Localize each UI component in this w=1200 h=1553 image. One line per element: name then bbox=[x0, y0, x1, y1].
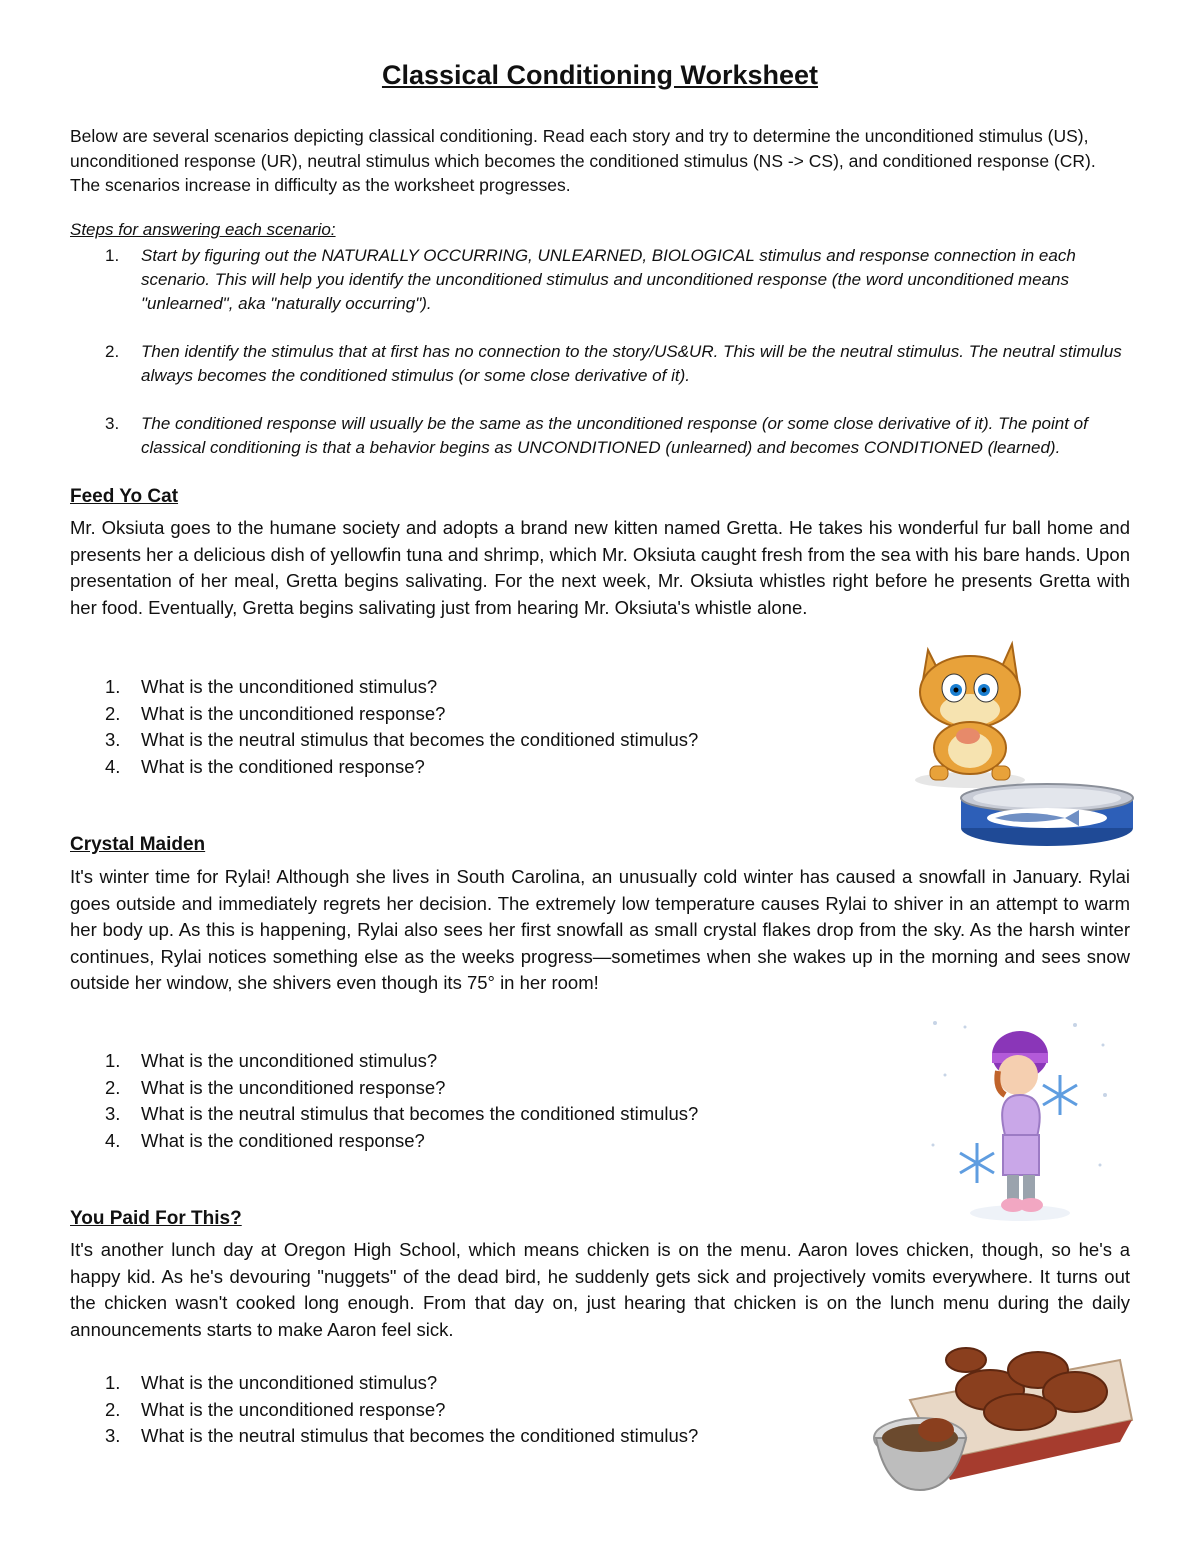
question-text: What is the unconditioned stimulus? bbox=[141, 676, 438, 697]
question-item bbox=[70, 674, 830, 701]
step-number: 3. bbox=[105, 414, 120, 433]
question-number: 3. bbox=[105, 1425, 121, 1446]
step-text: Start by figuring out the NATURALLY OCCURRING, UNLEARNED, BIOLOGICAL stimulus and response connection in each scenario. This will help you identify the unconditioned stimulus and unconditioned response (the word unconditioned means "unlearned", aka "naturally occurring"). bbox=[141, 246, 1076, 313]
step-item bbox=[70, 412, 1130, 460]
question-number: 4. bbox=[105, 1129, 121, 1151]
question-number: 4. bbox=[105, 755, 121, 777]
cat-illustration bbox=[900, 630, 1040, 790]
question-text: What is the unconditioned response? bbox=[141, 1398, 446, 1420]
question-list-you-paid-for-this bbox=[70, 1370, 830, 1450]
question-item bbox=[70, 1397, 830, 1424]
question-text: What is the unconditioned response? bbox=[141, 1076, 446, 1098]
question-number: 1. bbox=[105, 1050, 121, 1071]
question-text: What is the unconditioned response? bbox=[141, 702, 446, 724]
question-number: 2. bbox=[105, 1076, 121, 1098]
question-text: What is the unconditioned stimulus? bbox=[141, 1372, 438, 1393]
question-item bbox=[70, 727, 830, 754]
question-item bbox=[70, 1423, 830, 1450]
step-text: Then identify the stimulus that at first has no connection to the story/US&UR. This will be the neutral stimulus. The neutral stimulus always becomes the conditioned stimulus (or some close derivative of it). bbox=[141, 342, 1122, 385]
scenario-story-crystal-maiden: It's winter time for Rylai! Although she lives in South Carolina, an unusually cold winter has caused a snowfall in January. Rylai goes outside and immediately regrets her decision. The extremely low temperature causes Rylai to shiver in an attempt to warm her body up. As this is happening, Rylai also sees her first snowfall as small crystal flakes drop from the sky. As the harsh winter continues, Rylai notices something else as the weeks progress—sometimes when she wakes up in the morning and sees snow outside her window, she shivers even though its 75° in her room! bbox=[70, 866, 1130, 993]
question-number: 1. bbox=[105, 676, 121, 697]
question-number: 2. bbox=[105, 702, 121, 724]
question-number: 3. bbox=[105, 729, 121, 750]
question-item bbox=[70, 1048, 830, 1075]
tuna-can-illustration bbox=[955, 780, 1145, 850]
question-list-feed-yo-cat bbox=[70, 674, 830, 780]
scenario-heading-crystal-maiden: Crystal Maiden bbox=[70, 834, 206, 855]
step-number: 1. bbox=[105, 246, 120, 265]
chicken-basket-illustration bbox=[870, 1330, 1140, 1500]
page-title: Classical Conditioning Worksheet bbox=[381, 60, 819, 90]
steps-heading: Steps for answering each scenario: bbox=[70, 220, 336, 239]
snowflake-icon bbox=[960, 1143, 994, 1183]
question-item bbox=[70, 754, 830, 781]
question-text: What is the neutral stimulus that becomes the conditioned stimulus? bbox=[141, 1103, 699, 1124]
question-item bbox=[70, 1128, 830, 1155]
question-item bbox=[70, 701, 830, 728]
question-text: What is the conditioned response? bbox=[141, 1129, 425, 1151]
question-text: What is the neutral stimulus that becomes the conditioned stimulus? bbox=[141, 1425, 699, 1446]
steps-list bbox=[70, 244, 1130, 484]
scenario-heading-you-paid-for-this: You Paid For This? bbox=[70, 1208, 242, 1229]
snowflake-icon bbox=[1043, 1075, 1077, 1115]
scenario-heading-feed-yo-cat: Feed Yo Cat bbox=[70, 486, 179, 507]
question-number: 2. bbox=[105, 1398, 121, 1420]
step-item bbox=[70, 340, 1130, 388]
question-text: What is the conditioned response? bbox=[141, 755, 425, 777]
scenario-story-you-paid-for-this: It's another lunch day at Oregon High School, which means chicken is on the menu. Aaron loves chicken, though, so he's a happy kid. As he's devouring "nuggets" of the dead bird, he suddenly gets sick and projectively vomits everywhere. It turns out the chicken wasn't cooked long enough. From that day on, just hearing that chicken is on the lunch menu during the daily announcements starts to make Aaron feel sick. bbox=[70, 1239, 1130, 1340]
question-item bbox=[70, 1370, 830, 1397]
step-text: The conditioned response will usually be the same as the unconditioned response (or some close derivative of it). The point of classical conditioning is that a behavior begins as UNCONDITIONED (unlearned) and becomes CONDITIONED (learned). bbox=[141, 414, 1088, 457]
scenario-story-feed-yo-cat: Mr. Oksiuta goes to the humane society and adopts a brand new kitten named Gretta. He takes his wonderful fur ball home and presents her a delicious dish of yellowfin tuna and shrimp, which Mr. Oksiuta caught fresh from the sea with his bare hands. Upon presentation of her meal, Gretta begins salivating. For the next week, Mr. Oksiuta whistles right before he presents Gretta with her food. Eventually, Gretta begins salivating just from hearing Mr. Oksiuta's whistle alone. bbox=[70, 517, 1130, 618]
step-number: 2. bbox=[105, 342, 120, 361]
question-item bbox=[70, 1075, 830, 1102]
girl-in-snow-illustration bbox=[925, 1015, 1115, 1225]
intro-paragraph: Below are several scenarios depicting classical conditioning. Read each story and try to determine the unconditioned stimulus (US), unconditioned response (UR), neutral stimulus which becomes the conditioned stimulus (NS -> CS), and conditioned response (CR). The scenarios increase in difficulty as the worksheet progresses. bbox=[70, 126, 1096, 195]
question-list-crystal-maiden bbox=[70, 1048, 830, 1154]
step-item bbox=[70, 244, 1130, 316]
question-number: 3. bbox=[105, 1103, 121, 1124]
question-item bbox=[70, 1101, 830, 1128]
question-text: What is the unconditioned stimulus? bbox=[141, 1050, 438, 1071]
question-text: What is the neutral stimulus that becomes the conditioned stimulus? bbox=[141, 729, 699, 750]
question-number: 1. bbox=[105, 1372, 121, 1393]
